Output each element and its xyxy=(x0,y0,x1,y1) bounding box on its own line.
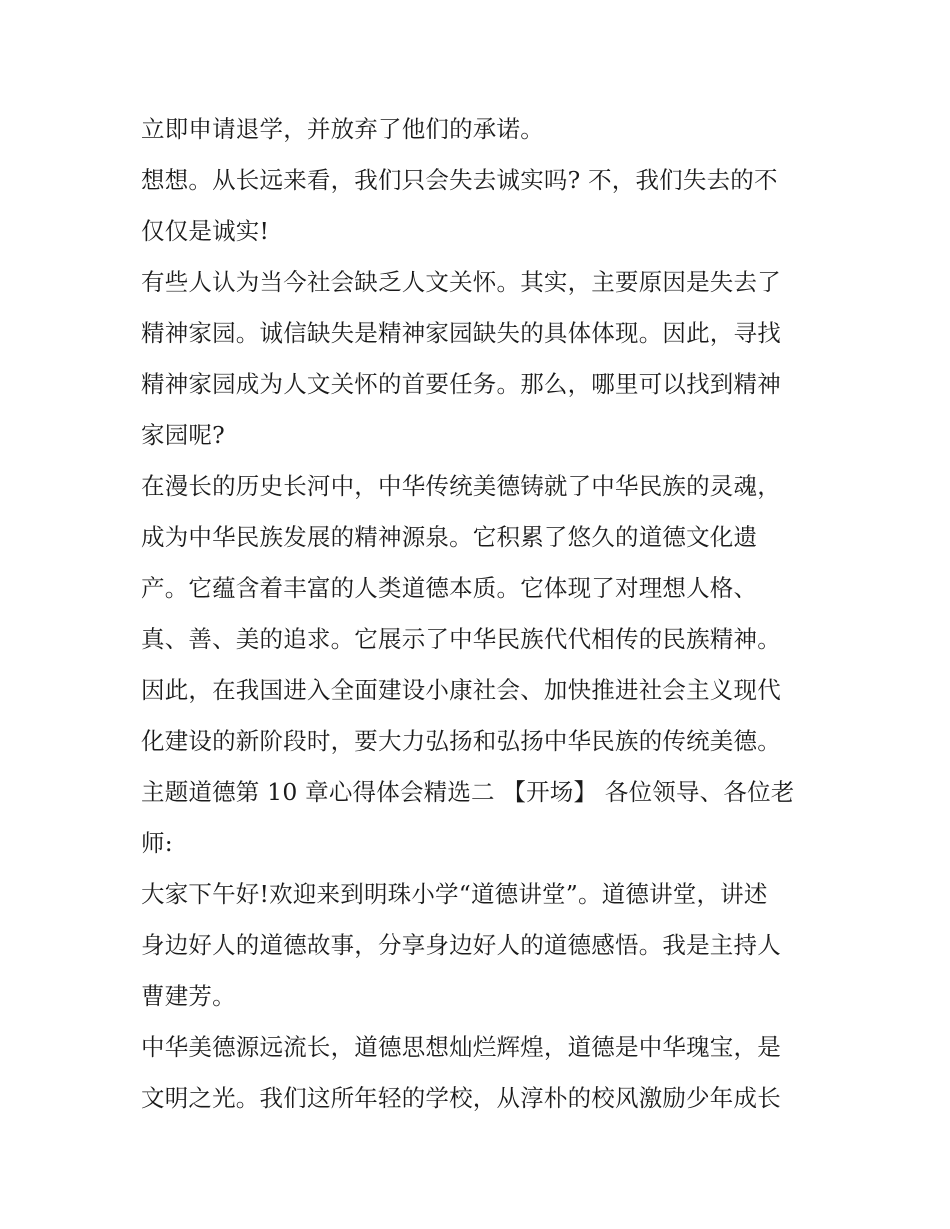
text-line: 中华美德源远流长，道德思想灿烂辉煌，道德是中华瑰宝，是 xyxy=(141,1033,781,1061)
text-line: 身边好人的道德故事，分享身边好人的道德感悟。我是主持人 xyxy=(141,931,781,959)
text-line: 师: xyxy=(141,829,173,857)
text-line: 文明之光。我们这所年轻的学校，从淳朴的校风激励少年成长 xyxy=(141,1084,781,1112)
text-line: 想想。从长远来看，我们只会失去诚实吗? 不，我们失去的不 xyxy=(141,166,778,194)
text-line: 仅仅是诚实! xyxy=(141,217,270,245)
text-line: 主题道德第 10 章心得体会精选二 【开场】 各位领导、各位老 xyxy=(141,778,795,806)
text-line: 大家下午好!欢迎来到明珠小学“道德讲堂”。道德讲堂，讲述 xyxy=(141,880,768,908)
text-line: 立即申请退学，并放弃了他们的承诺。 xyxy=(141,115,544,143)
text-line: 家园呢? xyxy=(141,421,225,449)
text-line: 化建设的新阶段时，要大力弘扬和弘扬中华民族的传统美德。 xyxy=(141,727,781,755)
text-line: 真、善、美的追求。它展示了中华民族代代相传的民族精神。 xyxy=(141,625,781,653)
text-line: 曹建芳。 xyxy=(141,982,236,1010)
text-line: 因此，在我国进入全面建设小康社会、加快推进社会主义现代 xyxy=(141,676,781,704)
text-line: 精神家园成为人文关怀的首要任务。那么，哪里可以找到精神 xyxy=(141,370,781,398)
text-line: 有些人认为当今社会缺乏人文关怀。其实，主要原因是失去了 xyxy=(141,268,781,296)
text-line: 成为中华民族发展的精神源泉。它积累了悠久的道德文化遗 xyxy=(141,523,758,551)
text-line: 精神家园。诚信缺失是精神家园缺失的具体体现。因此，寻找 xyxy=(141,319,781,347)
document-body xyxy=(141,104,813,1124)
text-line: 在漫长的历史长河中，中华传统美德铸就了中华民族的灵魂， xyxy=(141,472,781,500)
text-line: 产。它蕴含着丰富的人类道德本质。它体现了对理想人格、 xyxy=(141,574,758,602)
